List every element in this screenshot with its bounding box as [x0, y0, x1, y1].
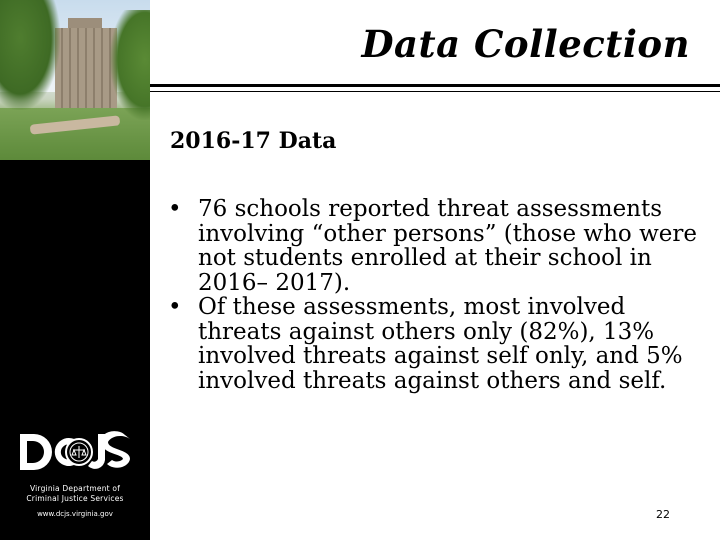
title-rule-thick — [150, 84, 720, 87]
agency-line-1: Virginia Department of — [29, 484, 121, 493]
title-rule-thin — [150, 91, 720, 92]
bullet-item — [168, 197, 698, 295]
bullet-text: Of these assessments, most involved threats against others only (82%), 13% involved threats against self only, and 5% involved threats against others and self. — [198, 294, 683, 394]
agency-line-2: Criminal Justice Services — [26, 494, 124, 503]
bullet-item — [168, 295, 698, 393]
campus-building-photo — [0, 0, 150, 160]
bullet-icon: • — [168, 196, 182, 222]
page-number: 22 — [656, 508, 670, 521]
slide-subtitle: 2016-17 Data — [170, 128, 337, 154]
bullet-list — [168, 197, 698, 393]
slide-title: Data Collection — [361, 22, 690, 66]
agency-name — [10, 484, 140, 504]
sidebar — [0, 0, 150, 540]
dcjs-logo — [18, 428, 134, 476]
bullet-text: 76 schools reported threat assessments involving “other persons” (those who were not students enrolled at their school in 2016– 2017). — [198, 196, 697, 296]
agency-url[interactable]: www.dcjs.virginia.gov — [37, 510, 113, 518]
bullet-icon: • — [168, 294, 182, 320]
